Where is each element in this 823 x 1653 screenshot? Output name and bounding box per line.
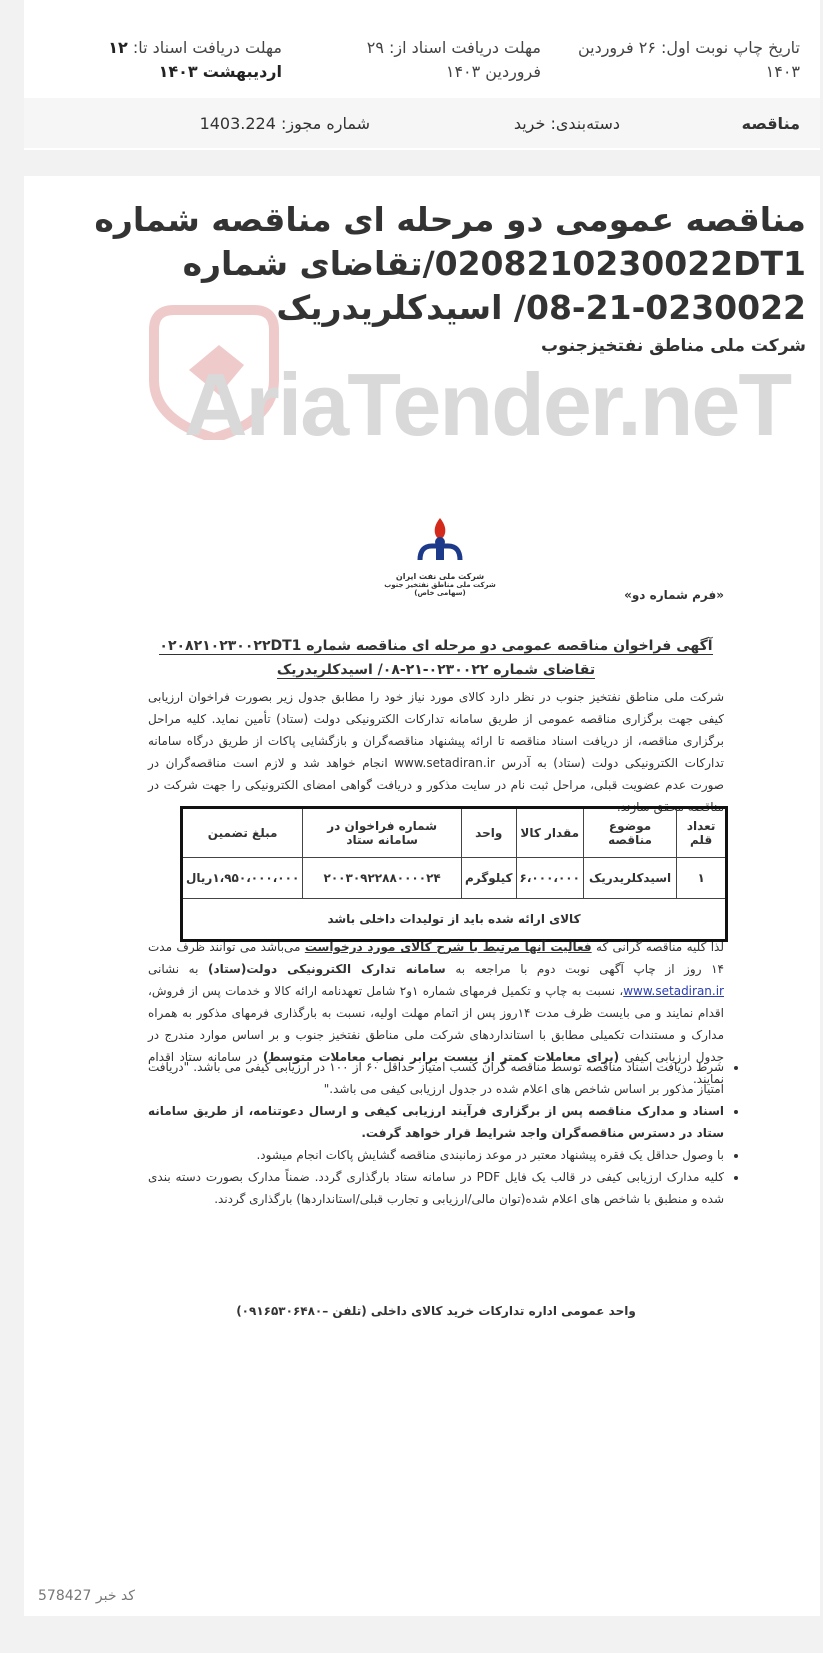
- list-item: • با وصول حداقل یک فقره پیشنهاد معتبر در موعد زمانبندی مناقصه گشایش پاکات انجام میشود.: [148, 1144, 724, 1166]
- ad-title: آگهی فراخوان مناقصه عمومی دو مرحله ای مناقصه شماره ۰۲۰۸۲۱۰۲۳۰۰۲۲DT1 تقاضای شماره ۰۲۳۰۰۲۲-۲۱-۰۸/ اسیدکلریدریک: [159, 638, 713, 678]
- page-title: مناقصه عمومی دو مرحله ای مناقصه شماره 0208210230022DT1/تقاضای شماره 0230022-21-08/ اسیدکلریدریک: [94, 200, 806, 327]
- contact-unit: واحد عمومی اداره تدارکات خرید کالای داخلی (تلفن –۰۹۱۶۵۳۰۶۴۸۰): [236, 1304, 636, 1318]
- first-print-date: تاریخ چاپ نوبت اول: ۲۶ فروردین ۱۴۰۳: [577, 38, 800, 81]
- list-item: • شرط دریافت اسناد مناقصه توسط مناقصه گران کسب امتیاز حداقل ۶۰ از ۱۰۰ در ارزیابی کیفی می باشد. "دریافت امتیاز مذکور بر اساس شاخص های اعلام شده در جدول ارزیابی کیفی می باشد.": [148, 1056, 724, 1100]
- setadiran-link[interactable]: www.setadiran.ir: [623, 984, 724, 998]
- tender-type: مناقصه: [741, 113, 800, 133]
- dates-row: [24, 0, 820, 98]
- doc-receive-to: مهلت دریافت اسناد تا: ۱۲ اردیبهشت ۱۴۰۳: [108, 38, 282, 81]
- table-header-row: تعداد قلم موضوع مناقصه مقدار کالا واحد شماره فراخوان در سامانه ستاد مبلغ تضمین: [182, 808, 727, 858]
- oil-company-logo-icon: [410, 516, 470, 566]
- conditions-list: [148, 1056, 746, 1210]
- watermark-text: AriaTender.neT: [184, 355, 791, 454]
- tender-info-card: [24, 0, 820, 150]
- license-number: شماره مجوز: 1403.224: [199, 113, 370, 133]
- list-item: • کلیه مدارک ارزیابی کیفی در قالب یک فایل PDF در سامانه ستاد بارگذاری گردد. ضمناً مدارک بصورت دسته بندی شده و منطبق با شاخص های اعلام شده(توان مالی/ارزیابی و تجارب قبلی/استانداردها) بارگذاری گردند.: [148, 1166, 724, 1210]
- table-note-row: کالای ارائه شده باید از تولیدات داخلی باشد: [182, 899, 727, 941]
- intro-paragraph: شرکت ملی مناطق نفتخیز جنوب در نظر دارد کالای مورد نیاز خود را مطابق جدول زیر بصورت فراخوان ارزیابی کیفی جهت برگزاری مناقصه عمومی از طریق سامانه تدارکات الکترونیکی دولت (ستاد) تأمین نماید. کلیه مراحل برگزاری مناقصه، از دریافت اسناد مناقصه تا ارائه پیشنهاد مناقصه‌گران و بازگشایی پاکات از طریق درگاه سامانه تدارکات الکترونیکی دولت (ستاد) به آدرس www.setadiran.ir انجام خواهد شد و لازم است مناقصه‌گران در صورت عدم عضویت قبلی، مراحل ثبت نام در سایت مذکور و دریافت گواهی امضای الکترونیکی را جهت شرکت در مناقصه محقق سازند.: [148, 690, 725, 814]
- organization-name: شرکت ملی مناطق نفتخیزجنوب: [540, 336, 806, 356]
- news-code: کد خبر 578427: [38, 1588, 135, 1604]
- tender-detail-card: [24, 176, 820, 1616]
- tender-table: [180, 806, 728, 942]
- doc-receive-from: مهلت دریافت اسناد از: ۲۹ فروردین ۱۴۰۳: [366, 38, 541, 81]
- list-item: • اسناد و مدارک مناقصه پس از برگزاری فرآیند ارزیابی کیفی و ارسال دعوتنامه، از طریق سامانه ستاد در دسترس مناقصه‌گران واجد شرایط قرار خواهد گرفت.: [148, 1100, 724, 1144]
- table-row: ۱ اسیدکلریدریک ۶،۰۰۰،۰۰۰ کیلوگرم ۲۰۰۳۰۹۲۲۸۸۰۰۰۰۲۴ ۱،۹۵۰،۰۰۰،۰۰۰ریال: [182, 858, 727, 899]
- company-logo: شرکت ملی نفت ایران شرکت ملی مناطق نفتخیز جنوب (سهامی خاص): [380, 516, 500, 597]
- conditions-paragraph: لذا کلیه مناقصه گرانی که فعالیت آنها مرتبط با شرح کالای مورد درخواست می‌باشد می توانند ظرف مدت ۱۴ روز از چاپ آگهی نوبت دوم با مراجعه به سامانه تدارک الکترونیکی دولت(ستاد) به نشانی www.setadiran.ir، نسبت به چاپ و تکمیل فرمهای شماره ۱و۲ شامل تعهدنامه ارائه کالا و خدمات پس از فروش، اقدام نمایند و می بایست ظرف مدت ۱۴روز پس از اتمام مهلت اولیه، نسبت به بارگذاری فرمهای مذکور به همراه مدارک و مستندات تکمیلی مطابق با استانداردهای شرکت ملی مناطق نفتخیز جنوب و بر اساس موارد مندرج در جدول ارزیابی کیفی (برای معاملات کمتر از بیست برابر نصاب معاملات متوسط) در سامانه ستاد اقدام نمایند.: [148, 940, 725, 1086]
- form-number: «فرم شماره دو»: [624, 588, 724, 602]
- meta-bar: [24, 98, 820, 148]
- tender-category: دسته‌بندی: خرید: [513, 113, 620, 133]
